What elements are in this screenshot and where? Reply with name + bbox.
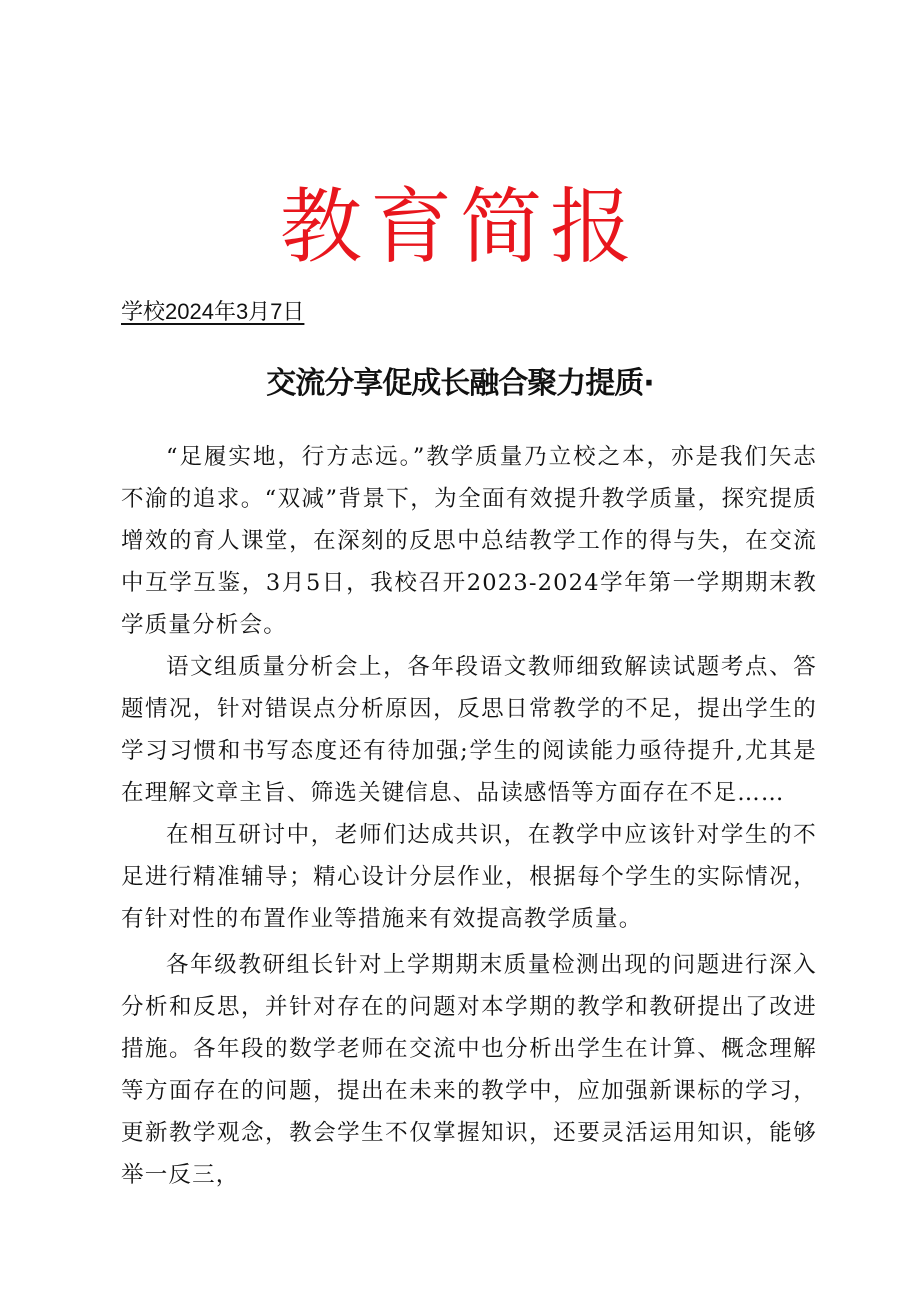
newsletter-masthead: 教育简报 <box>279 180 640 275</box>
article-headline: 交流分享促成长融合聚力提质· <box>266 366 654 401</box>
school-dateline: 学校2024年3月7日 <box>121 299 305 324</box>
paragraph-intro: “足履实地，行方志远。”教学质量乃立校之本，亦是我们矢志不渝的追求。“双减”背景下，为全面有效提升教学质量，探究提质增效的育人课堂，在深刻的反思中总结教学工作的得与失，在交流中互学互鉴，3月5日，我校召开2023-2024学年第一学期期末教学质量分析会。 <box>121 444 817 638</box>
paragraph-chinese-group: 语文组质量分析会上，各年段语文教师细致解读试题考点、答题情况，针对错误点分析原因，反思日常教学的不足，提出学生的学习习惯和书写态度还有待加强;学生的阅读能力亟待提升,尤其是在理解文章主旨、筛选关键信息、品读感悟等方面存在不足…… <box>121 654 817 806</box>
paragraph-math-group: 各年级教研组长针对上学期期末质量检测出现的问题进行深入分析和反思，并针对存在的问题对本学期的教学和教研提出了改进措施。各年段的数学老师在交流中也分析出学生在计算、概念理解等方面存在的问题，提出在未来的教学中，应加强新课标的学习，更新教学观念，教会学生不仅掌握知识，还要灵活运用知识，能够举一反三， <box>121 952 817 1188</box>
paragraph-consensus: 在相互研讨中，老师们达成共识，在教学中应该针对学生的不足进行精准辅导；精心设计分层作业，根据每个学生的实际情况，有针对性的布置作业等措施来有效提高教学质量。 <box>121 822 817 932</box>
article-body <box>121 436 817 1196</box>
